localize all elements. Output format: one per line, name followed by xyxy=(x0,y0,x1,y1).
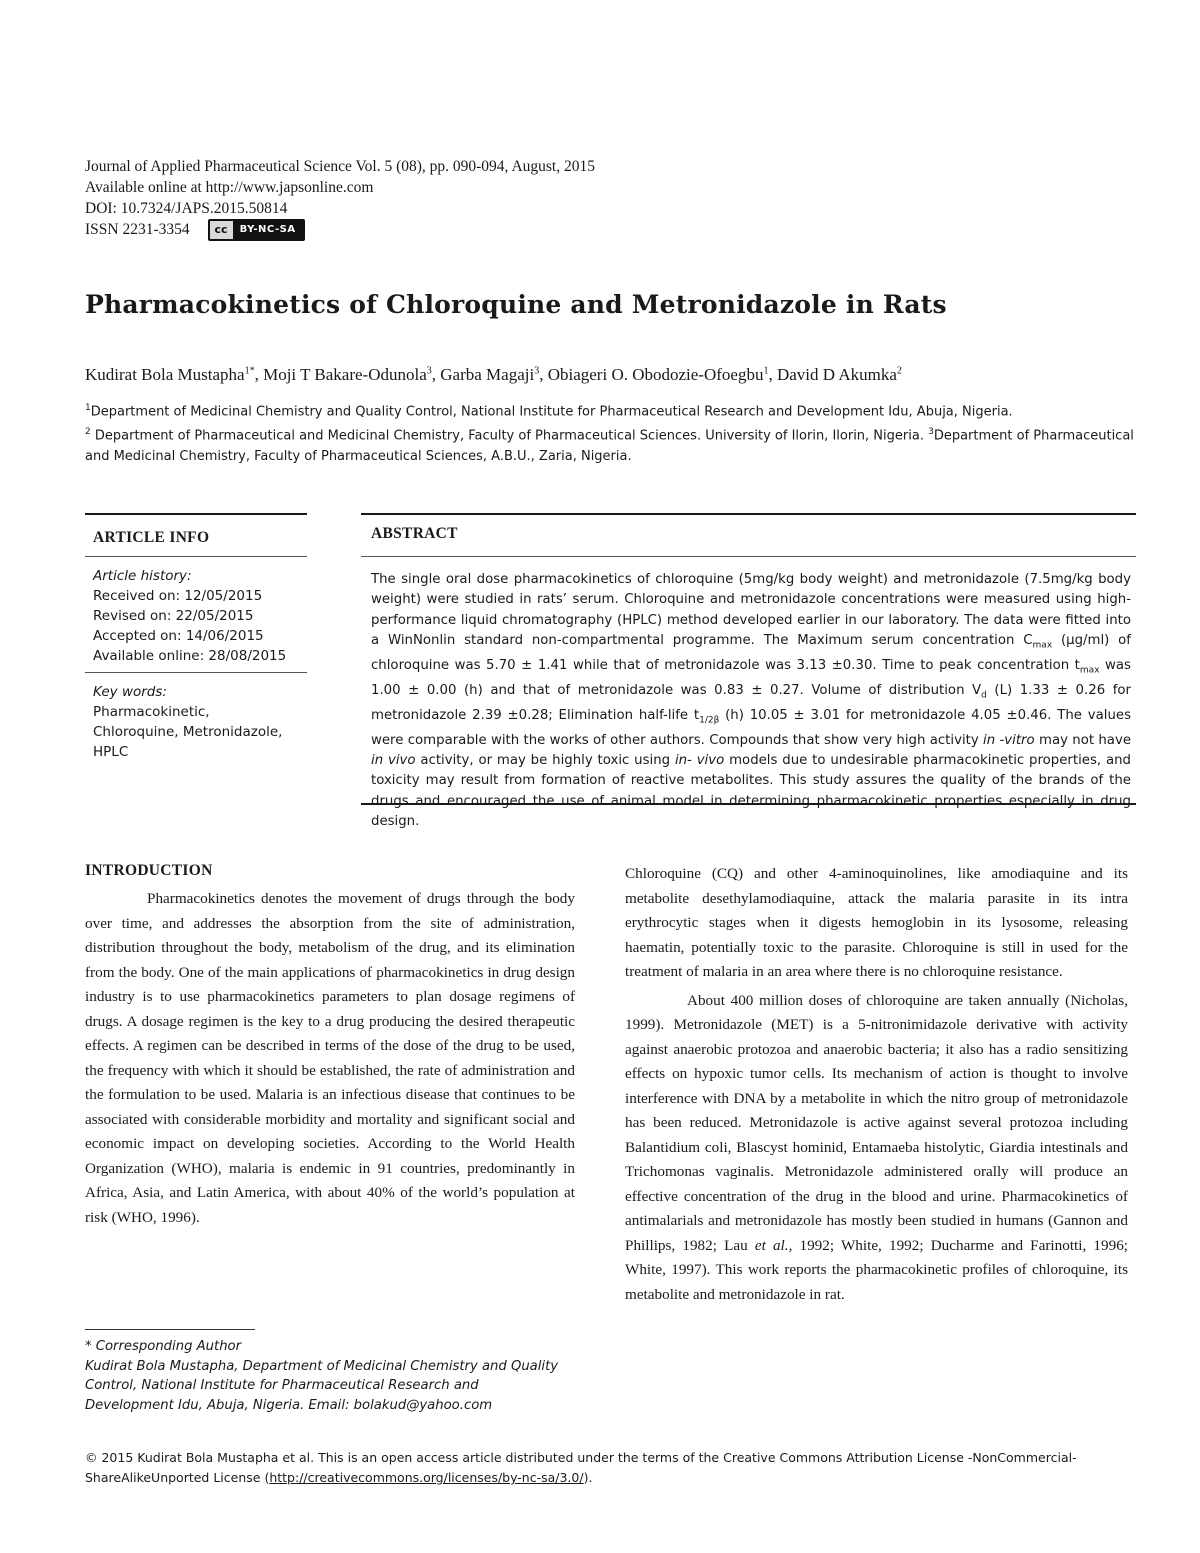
intro-left-column xyxy=(85,887,575,1230)
license-footer: © 2015 Kudirat Bola Mustapha et al. This is an open access article distributed under the terms of the Creative Commons Attribution License -NonCommercial-ShareAlikeUnported License (http://creativecommons.org/licenses/by-nc-sa/3.0/). xyxy=(85,1450,1077,1485)
keywords xyxy=(93,682,282,762)
abstract-heading: ABSTRACT xyxy=(371,525,458,542)
intro-paragraph-2: Chloroquine (CQ) and other 4-aminoquinolines, like amodiaquine and its metabolite desethylamodiaquine, attack the malaria parasite in its intra erythrocytic stages when it digests hemoglobin in its lysosome, releasing haematin, potentially toxic to the parasite. Chloroquine is still in used for the treatment of malaria in an area where there is no chloroquine resistance. xyxy=(625,865,1128,980)
corresponding-label: * Corresponding Author xyxy=(85,1339,242,1354)
history-label: Article history: xyxy=(93,568,192,584)
keyword: Pharmacokinetic, xyxy=(93,704,210,720)
paper-title: Pharmacokinetics of Chloroquine and Metronidazole in Rats xyxy=(85,290,947,319)
author: David D Akumka$^2$ xyxy=(776,365,902,384)
corresponding-details: Kudirat Bola Mustapha, Department of Medicinal Chemistry and Quality Control, National Institute for Pharmaceutical Research and Development Idu, Abuja, Nigeria. Email: bolakud@yahoo.com xyxy=(85,1358,559,1413)
affiliation-1: $^1$Department of Medicinal Chemistry and Quality Control, National Institute for Pharmaceutical Research and Development Idu, Abuja, Nigeria. xyxy=(85,403,1013,420)
article-history xyxy=(93,566,286,666)
footnote-divider xyxy=(85,1329,255,1330)
corresponding-author xyxy=(85,1337,565,1415)
keywords-label: Key words: xyxy=(93,684,167,700)
author: Kudirat Bola Mustapha$^{1*}$, xyxy=(85,365,264,384)
available-date: Available online: 28/08/2015 xyxy=(93,648,287,664)
author: Obiageri O. Obodozie-Ofoegbu$^1$, xyxy=(547,365,777,384)
journal-citation: Journal of Applied Pharmaceutical Science Vol. 5 (08), pp. 090-094, August, 2015 xyxy=(85,158,595,175)
journal-online[interactable]: Available online at http://www.japsonline.com xyxy=(85,179,374,196)
author: Moji T Bakare-Odunola$^3$, xyxy=(263,365,441,384)
affiliation-2-3: $^2$ Department of Pharmaceutical and Medicinal Chemistry, Faculty of Pharmaceutical Sciences. University of Ilorin, Ilorin, Nigeria. $^3$Department of Pharmaceutical and Medicinal Chemistry, Faculty of Pharmaceutical Sciences, A.B.U., Zaria, Nigeria. xyxy=(85,427,1134,464)
license-link[interactable]: http://creativecommons.org/licenses/by-nc-sa/3.0/ xyxy=(269,1470,584,1485)
cc-license-type: BY-NC-SA xyxy=(239,224,296,236)
received-date: Received on: 12/05/2015 xyxy=(93,588,263,604)
divider xyxy=(361,556,1136,557)
divider xyxy=(361,513,1136,515)
article-info-heading: ARTICLE INFO xyxy=(93,529,210,546)
intro-paragraph-1: Pharmacokinetics denotes the movement of drugs through the body over time, and addresses the absorption from the site of administration, distribution throughout the body, metabolism of the drug, and its elimination from the body. One of the main applications of pharmacokinetics in drug design industry is to use pharmacokinetics parameters to plan dosage regimens of drugs. A dosage regimen is the key to a drug producing the desired therapeutic effects. A regimen can be described in terms of the dose of the drug to be used, the frequency with which it should be established, the rate of administration and the formulation to be used. Malaria is an infectious disease that continues to be associated with considerable morbidity and mortality and significant social and economic impact on developing societies. According to the World Health Organization (WHO), malaria is endemic in 91 countries, predominantly in Africa, Asia, and Latin America, with about 40% of the world’s population at risk (WHO, 1996). xyxy=(85,890,575,1226)
keyword: Chloroquine, Metronidazole, xyxy=(93,724,283,740)
journal-header xyxy=(85,156,595,241)
author-list xyxy=(85,365,902,385)
journal-doi[interactable]: DOI: 10.7324/JAPS.2015.50814 xyxy=(85,200,288,217)
cc-icon: cc xyxy=(210,221,233,239)
abstract-text: The single oral dose pharmacokinetics of chloroquine (5mg/kg body weight) and metronidazole (7.5mg/kg body weight) were studied in rats’ serum. Chloroquine and metronidazole concentrations were measured using high-performance liquid chromatography (HPLC) method developed earlier in our laboratory. The data were fitted into a WinNonlin standard non-compartmental programme. The Maximum serum concentration $C_{max}$ (µg/ml) of chloroquine was 5.70 ± 1.41 while that of metronidazole was 3.13 ±0.30. Time to peak concentration $t_{max}$ was 1.00 ± 0.00 (h) and that of metronidazole was 0.83 ± 0.27. Volume of distribution $V_d$ (L) 1.33 ± 0.26 for metronidazole 2.39 ±0.28; Elimination half-life $t_{1/2\beta}$ (h) 10.05 ± 3.01 for metronidazole 4.05 ±0.46. The values were comparable with the works of other authors. Compounds that show very high activity in -vitro may not have in vivo activity, or may be highly toxic using in- vivo models due to undesirable pharmacokinetic properties, and toxicity may result from formation of reactive metabolites. This study assures the quality of the brands of the drugs and encouraged the use of animal model in determining pharmacokinetic properties especially in drug design. xyxy=(371,572,1131,829)
intro-paragraph-3: About 400 million doses of chloroquine are taken annually (Nicholas, 1999). Metronidazole (MET) is a 5-nitronimidazole derivative with activity against anaerobic protozoa and anaerobic bacteria; it also has a radio sensitizing effects on hypoxic tumor cells. Its mechanism of action is thought to involve interference with DNA by a metabolite in which the nitro group of metronidazole has been reduced. Metronidazole is active against several protozoa including Balantidium coli, Blascyst hominid, Entamaeba histolytic, Giardia intestinals and Trichomonas vaginalis. Metronidazole administered orally will produce an effective concentration of the drug in the blood and urine. Pharmacokinetics of antimalarials and metronidazole has mostly been studied in humans (Gannon and Phillips, 1982; Lau et al., 1992; White, 1992; Ducharme and Farinotti, 1996; White, 1997). This work reports the pharmacokinetic profiles of chloroquine, its metabolite and metronidazole in rat. xyxy=(625,991,1129,1303)
cc-license-badge[interactable] xyxy=(208,219,305,241)
revised-date: Revised on: 22/05/2015 xyxy=(93,608,254,624)
divider xyxy=(85,556,307,557)
keyword: HPLC xyxy=(93,744,129,760)
divider xyxy=(85,513,307,515)
affiliations xyxy=(85,398,1135,467)
intro-right-column xyxy=(625,862,1128,1307)
accepted-date: Accepted on: 14/06/2015 xyxy=(93,628,264,644)
divider xyxy=(85,672,307,673)
journal-issn: ISSN 2231-3354 xyxy=(85,221,190,238)
author: Garba Magaji$^3$, xyxy=(440,365,548,384)
introduction-heading: INTRODUCTION xyxy=(85,862,213,879)
journal-issn-row xyxy=(85,219,595,241)
